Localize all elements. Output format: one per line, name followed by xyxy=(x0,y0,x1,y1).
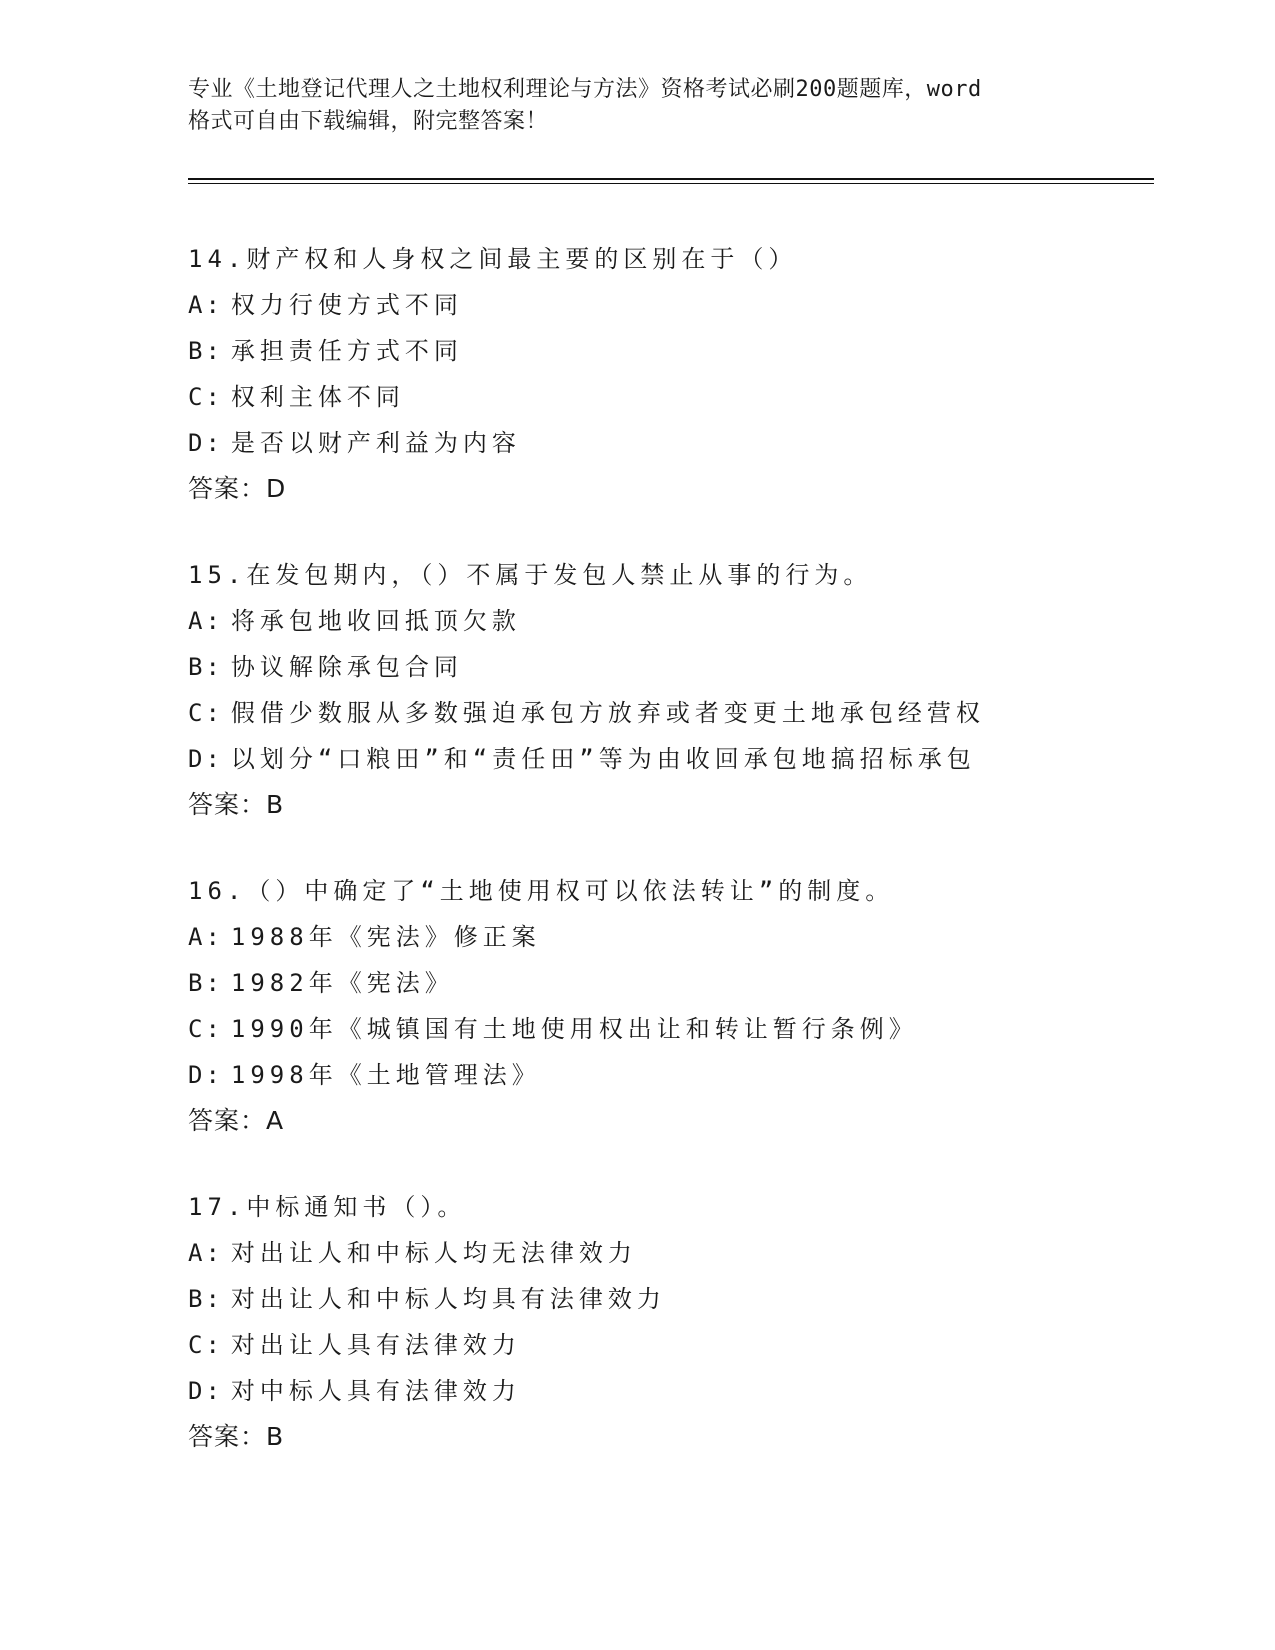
option-label: B: xyxy=(188,969,223,997)
header-divider-thick xyxy=(188,178,1154,180)
option-text: 1982年《宪法》 xyxy=(230,969,454,997)
option-b xyxy=(188,1276,1148,1322)
option-b xyxy=(188,960,1148,1006)
option-text: 协议解除承包合同 xyxy=(230,653,463,681)
question-stem: 14.财产权和人身权之间最主要的区别在于（） xyxy=(188,245,798,273)
option-text: 权利主体不同 xyxy=(230,383,405,411)
option-label: B: xyxy=(188,653,223,681)
option-label: B: xyxy=(188,1285,223,1313)
option-text: 1990年《城镇国有土地使用权出让和转让暂行条例》 xyxy=(230,1015,918,1043)
option-text: 1988年《宪法》修正案 xyxy=(230,923,541,951)
option-label: C: xyxy=(188,1015,223,1043)
question-16 xyxy=(188,868,1148,1144)
option-text: 权力行使方式不同 xyxy=(230,291,463,319)
question-14 xyxy=(188,236,1148,512)
question-stem: 16.（）中确定了“土地使用权可以依法转让”的制度。 xyxy=(188,877,895,905)
option-label: C: xyxy=(188,383,223,411)
option-text: 将承包地收回抵顶欠款 xyxy=(230,607,521,635)
option-a xyxy=(188,914,1148,960)
header-divider-thin xyxy=(188,183,1154,184)
option-d xyxy=(188,1368,1148,1414)
question-15 xyxy=(188,552,1148,828)
answer-line: 答案：B xyxy=(188,790,285,819)
option-label: A: xyxy=(188,607,223,635)
option-text: 是否以财产利益为内容 xyxy=(230,429,521,457)
answer-line: 答案：A xyxy=(188,1106,285,1135)
option-label: A: xyxy=(188,291,223,319)
option-label: B: xyxy=(188,337,223,365)
option-b xyxy=(188,328,1148,374)
option-text: 对出让人具有法律效力 xyxy=(230,1331,521,1359)
option-a xyxy=(188,598,1148,644)
option-c xyxy=(188,1322,1148,1368)
option-a xyxy=(188,1230,1148,1276)
answer-line: 答案：D xyxy=(188,474,287,503)
option-label: D: xyxy=(188,429,223,457)
option-text: 承担责任方式不同 xyxy=(230,337,463,365)
option-d xyxy=(188,1052,1148,1098)
option-label: A: xyxy=(188,923,223,951)
option-c xyxy=(188,1006,1148,1052)
option-text: 以划分“口粮田”和“责任田”等为由收回承包地搞招标承包 xyxy=(230,745,976,773)
question-17 xyxy=(188,1184,1148,1460)
option-b xyxy=(188,644,1148,690)
question-stem: 17.中标通知书（）。 xyxy=(188,1193,467,1221)
option-text: 对出让人和中标人均具有法律效力 xyxy=(230,1285,666,1313)
option-text: 对中标人具有法律效力 xyxy=(230,1377,521,1405)
header-line-2: 格式可自由下载编辑，附完整答案！ xyxy=(188,109,549,134)
option-d xyxy=(188,420,1148,466)
header-line-1: 专业《土地登记代理人之土地权利理论与方法》资格考试必刷200题题库，word xyxy=(188,77,982,102)
option-text: 假借少数服从多数强迫承包方放弃或者变更土地承包经营权 xyxy=(230,699,985,727)
document-header xyxy=(188,74,1068,138)
option-d xyxy=(188,736,1148,782)
question-list xyxy=(188,236,1148,1500)
option-c xyxy=(188,690,1148,736)
option-text: 对出让人和中标人均无法律效力 xyxy=(230,1239,637,1267)
option-label: D: xyxy=(188,745,223,773)
option-text: 1998年《土地管理法》 xyxy=(230,1061,541,1089)
option-label: A: xyxy=(188,1239,223,1267)
option-a xyxy=(188,282,1148,328)
question-stem: 15.在发包期内，（）不属于发包人禁止从事的行为。 xyxy=(188,561,873,589)
option-label: C: xyxy=(188,1331,223,1359)
option-label: D: xyxy=(188,1377,223,1405)
option-label: C: xyxy=(188,699,223,727)
option-c xyxy=(188,374,1148,420)
option-label: D: xyxy=(188,1061,223,1089)
answer-line: 答案：B xyxy=(188,1422,285,1451)
